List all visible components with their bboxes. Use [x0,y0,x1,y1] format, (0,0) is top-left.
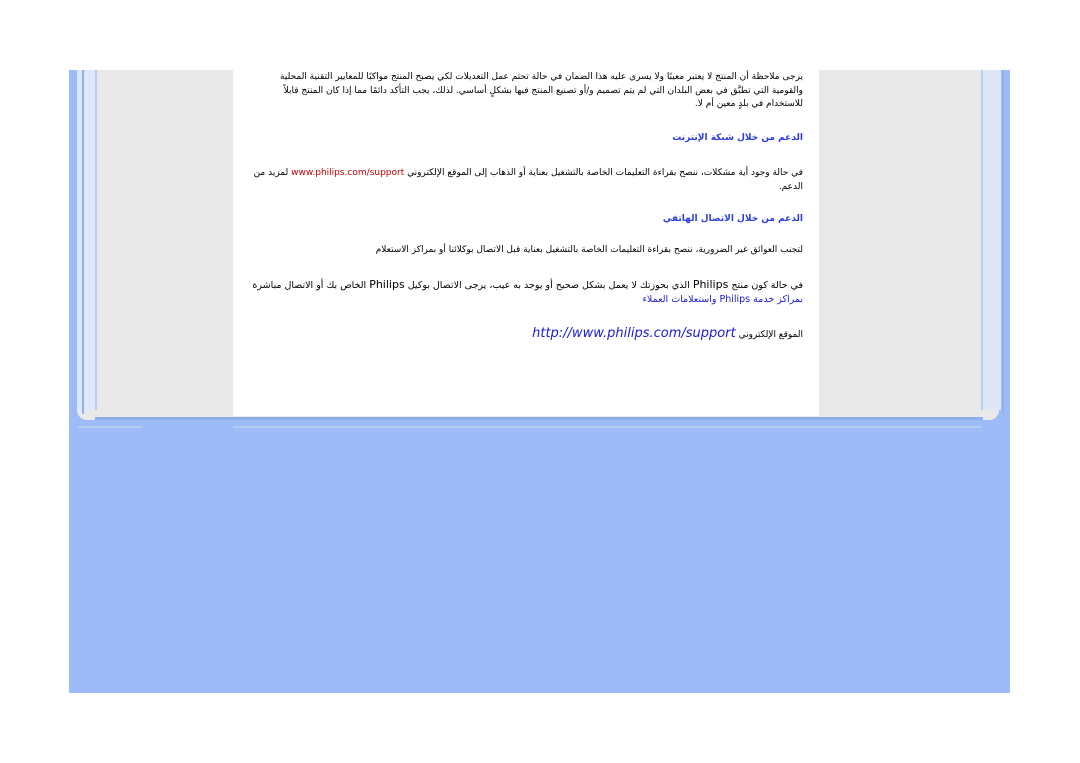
website-label: الموقع الإلكتروني [738,330,803,340]
defect-text-3: الخاص بك أو الاتصال مباشرة [252,280,367,291]
defect-text-1: في حالة كون منتج [731,280,803,291]
website-line [249,326,803,343]
service-centers-link[interactable] [642,294,803,305]
service-link-text-2: واستعلامات العملاء [642,293,717,305]
defect-text-2: الذي بحوزتك لا يعمل بشكل صحيح أو يوجد به عيب، يرجى الاتصال بوكيل [407,280,690,291]
online-support-heading: الدعم من خلال شبكة الإنترنت [672,133,803,143]
right-rail [981,70,1001,410]
service-link-text-1: بمراكز خدمة [753,293,803,305]
panel-bottom-shadow-left [78,426,142,428]
service-link-brand: Philips [719,293,751,305]
phone-support-heading: الدعم من خلال الاتصال الهاتفي [662,214,803,224]
website-url-link[interactable]: http://www.philips.com/support [532,326,736,341]
content-area [233,70,819,416]
defect-paragraph [249,278,803,306]
panel-bottom-border [95,417,983,420]
panel-bottom-shadow [233,426,981,428]
online-support-paragraph [249,167,803,194]
brand-name-2: Philips [369,278,405,291]
right-rail-line [1002,70,1004,414]
brand-name: Philips [692,278,729,291]
phone-support-paragraph: لتجنب العوائق غير الضرورية، ننصح بقراءة التعليمات الخاصة بالتشغيل بعناية قبل الاتصال بوكلائنا أو بمراكز الاستعلام [375,245,803,255]
support-link[interactable]: www.philips.com/support [291,168,405,178]
left-rail-line [82,70,84,414]
intro-paragraph: يرجى ملاحظة أن المنتج لا يعتبر معيبًا ولا يسري عليه هذا الضمان في حالة تحتم عمل التعديلات لكي يصبح المنتج مواكبًا للمعايير التقنية المحلية والقومية التي تطبَّق في بعض البلدان التي لم يتم تصميم و/أو تصنيع المنتج فيها بشكلٍ أساسي. لذلك، يجب التأكد دائمًا مما إذا كان المنتج قابلاً للاستخدام في بلدٍ معين أم لا. [280,72,803,109]
online-support-text-end: لمزيد من الدعم. [253,168,803,192]
online-support-text: في حالة وجود أية مشكلات، ننصح بقراءة التعليمات الخاصة بالتشغيل بعناية أو الذهاب إلى الموقع الإلكتروني [407,168,803,178]
left-rail [77,70,97,410]
